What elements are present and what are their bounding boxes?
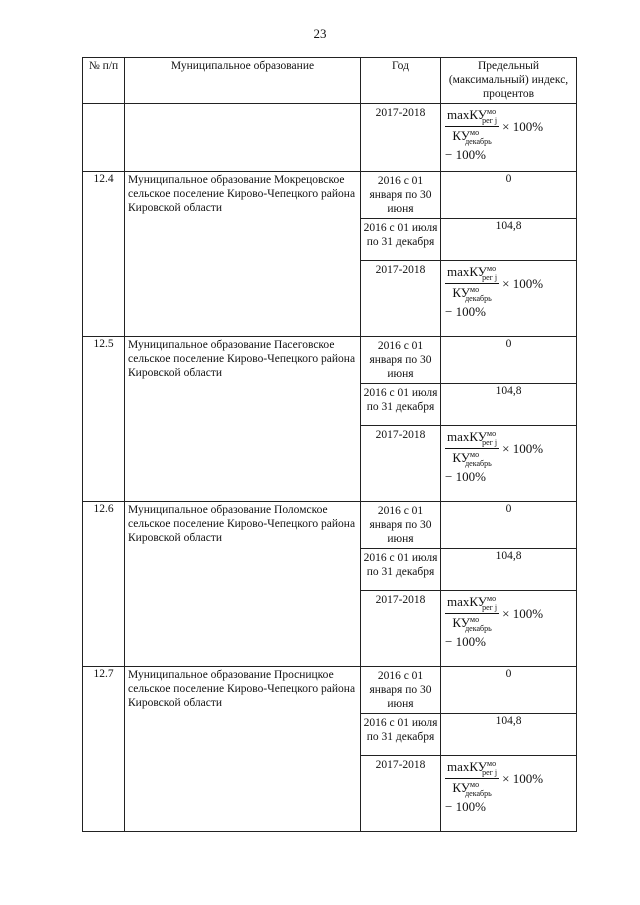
municipality-name: Муниципальное образование Просницкое сельское поселение Кирово-Чепецкого района Кировской области — [125, 667, 361, 832]
index-formula: $\frac{\max КУ^{мо}_{рег j}}{КУ^{мо}_{декабрь}}$ — [447, 107, 498, 146]
index-value: 0 — [441, 337, 577, 384]
table-row — [83, 502, 577, 549]
year-cell: 2016 с 01 июля по 31 декабря — [361, 384, 441, 426]
formula-cell: $\frac{\max КУ^{мо}_{рег j}}{КУ^{мо}_{декабрь}}$ × 100% − 100% — [441, 261, 577, 337]
municipality-name: Муниципальное образование Пасеговское сельское поселение Кирово-Чепецкого района Кировской области — [125, 337, 361, 502]
year-cell: 2017-2018 — [361, 104, 441, 172]
formula-cell: $\frac{\max КУ^{мо}_{рег j}}{КУ^{мо}_{декабрь}}$ × 100% − 100% — [441, 104, 577, 172]
year-cell: 2017-2018 — [361, 261, 441, 337]
index-value: 0 — [441, 502, 577, 549]
formula-cell: $\frac{\max КУ^{мо}_{рег j}}{КУ^{мо}_{декабрь}}$ × 100% − 100% — [441, 591, 577, 667]
municipality-name: Муниципальное образование Поломское сельское поселение Кирово-Чепецкого района Кировской области — [125, 502, 361, 667]
year-cell: 2016 с 01 января по 30 июня — [361, 502, 441, 549]
year-cell: 2016 с 01 июля по 31 декабря — [361, 219, 441, 261]
year-cell: 2017-2018 — [361, 426, 441, 502]
col-header-index: Предельный (максимальный) индекс, процентов — [441, 58, 577, 104]
row-number: 12.7 — [83, 667, 125, 832]
continuation-row — [83, 104, 577, 172]
col-header-municipality: Муниципальное образование — [125, 58, 361, 104]
index-formula: $\frac{\max КУ^{мо}_{рег j}}{КУ^{мо}_{декабрь}}$ — [447, 594, 498, 633]
formula-cell: $\frac{\max КУ^{мо}_{рег j}}{КУ^{мо}_{декабрь}}$ × 100% − 100% — [441, 426, 577, 502]
year-cell: 2016 с 01 января по 30 июня — [361, 337, 441, 384]
row-number: 12.6 — [83, 502, 125, 667]
index-value: 104,8 — [441, 384, 577, 426]
year-cell: 2017-2018 — [361, 591, 441, 667]
table-row — [83, 667, 577, 714]
index-formula: $\frac{\max КУ^{мо}_{рег j}}{КУ^{мо}_{декабрь}}$ — [447, 759, 498, 798]
index-value: 0 — [441, 172, 577, 219]
tariff-index-table — [82, 57, 577, 832]
index-formula: $\frac{\max КУ^{мо}_{рег j}}{КУ^{мо}_{декабрь}}$ — [447, 429, 498, 468]
index-value: 104,8 — [441, 714, 577, 756]
row-number: 12.4 — [83, 172, 125, 337]
year-cell: 2016 с 01 июля по 31 декабря — [361, 549, 441, 591]
index-value: 104,8 — [441, 549, 577, 591]
col-header-num: № п/п — [83, 58, 125, 104]
municipality-name: Муниципальное образование Мокрецовское сельское поселение Кирово-Чепецкого района Кировской области — [125, 172, 361, 337]
year-cell: 2016 с 01 июля по 31 декабря — [361, 714, 441, 756]
year-cell: 2016 с 01 января по 30 июня — [361, 172, 441, 219]
index-formula: $\frac{\max КУ^{мо}_{рег j}}{КУ^{мо}_{декабрь}}$ — [447, 264, 498, 303]
year-cell: 2017-2018 — [361, 756, 441, 832]
page-number: 23 — [313, 26, 327, 41]
col-header-year: Год — [361, 58, 441, 104]
formula-cell: $\frac{\max КУ^{мо}_{рег j}}{КУ^{мо}_{декабрь}}$ × 100% − 100% — [441, 756, 577, 832]
table-row — [83, 172, 577, 219]
index-value: 104,8 — [441, 219, 577, 261]
year-cell: 2016 с 01 января по 30 июня — [361, 667, 441, 714]
row-number: 12.5 — [83, 337, 125, 502]
table-row — [83, 337, 577, 384]
index-value: 0 — [441, 667, 577, 714]
